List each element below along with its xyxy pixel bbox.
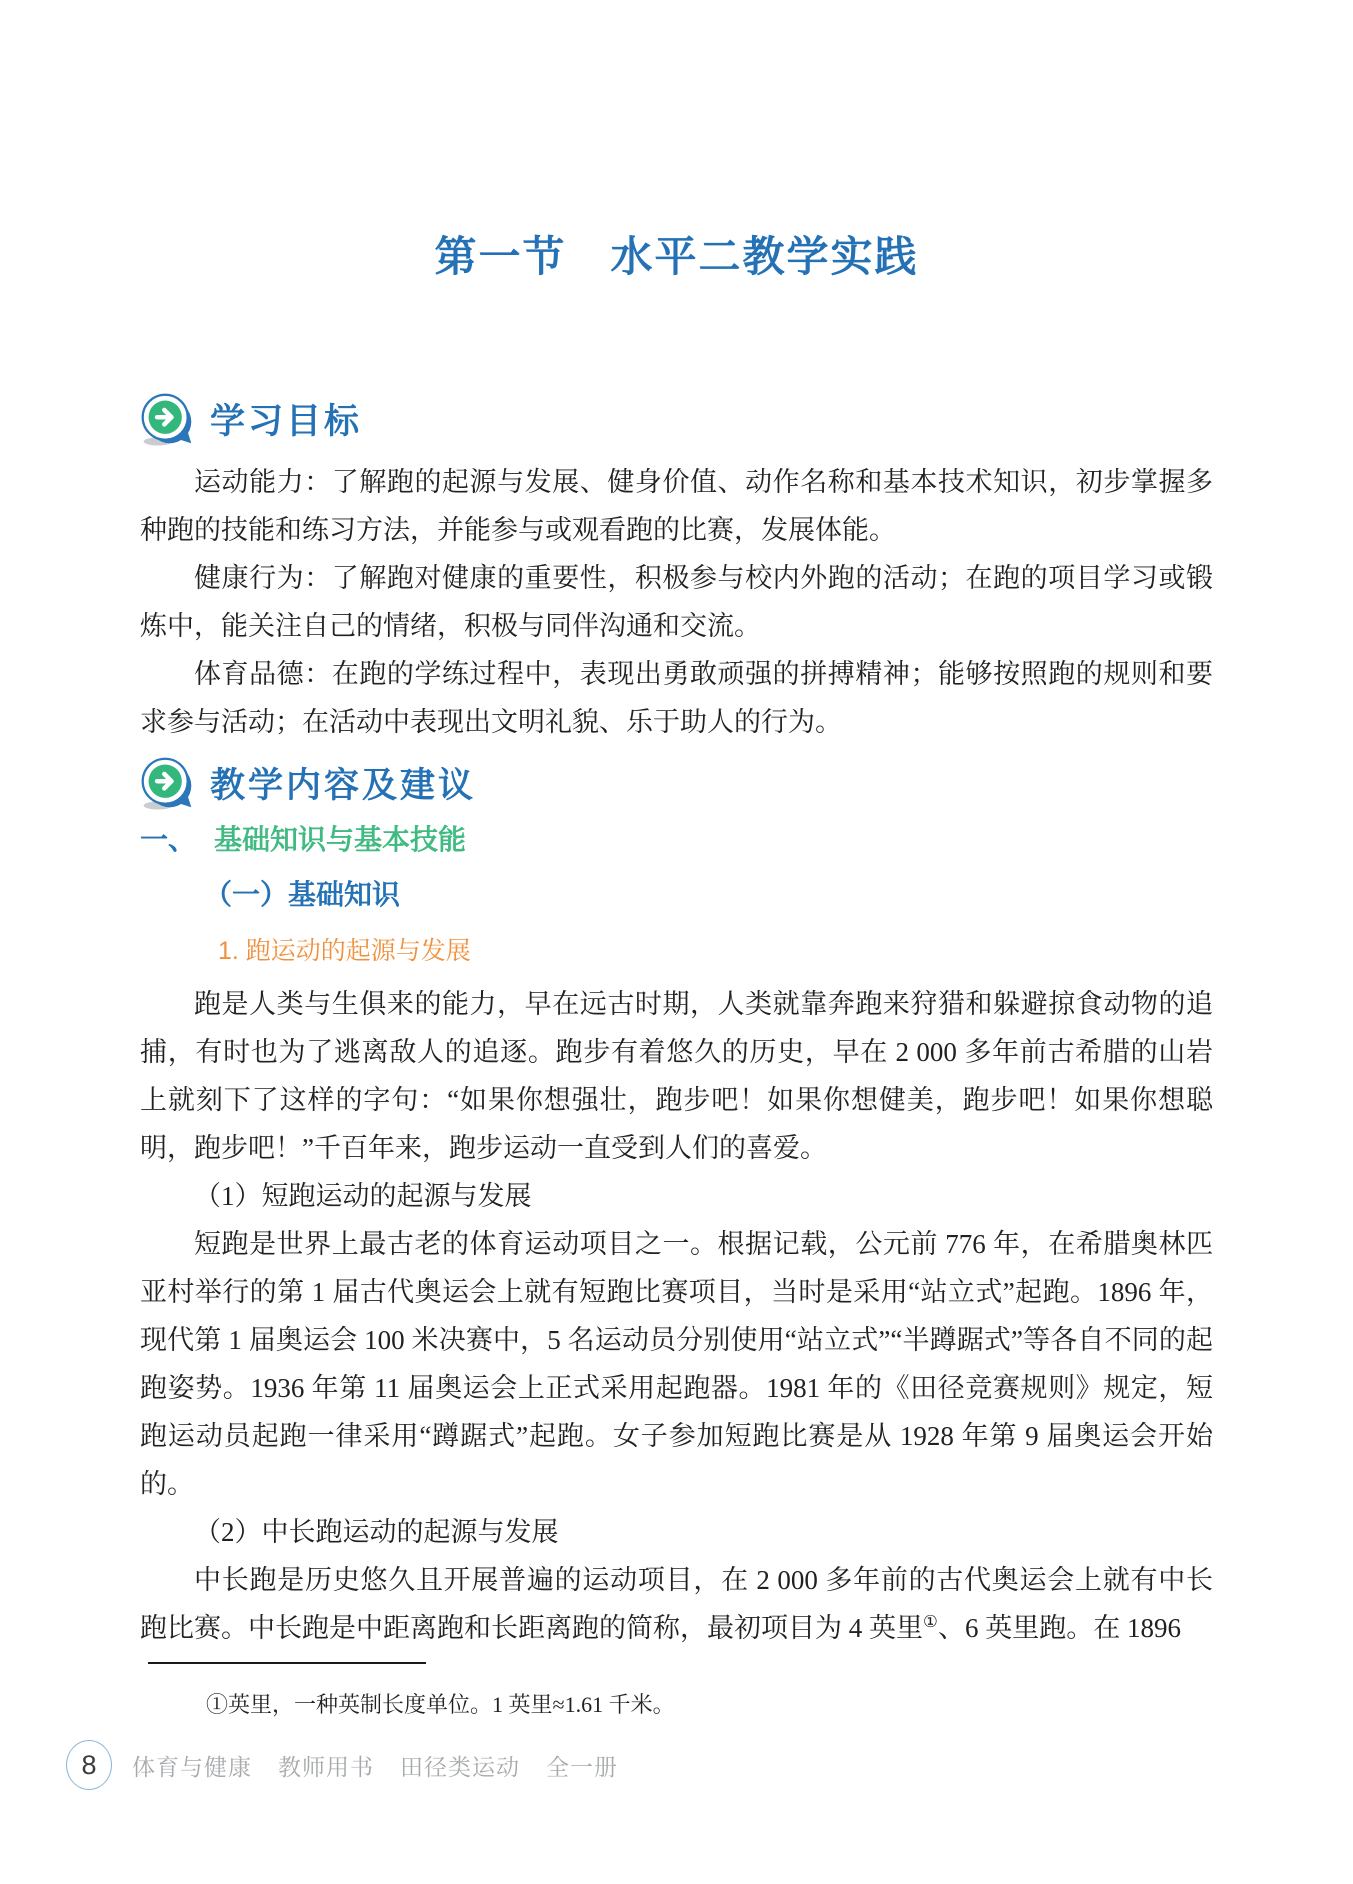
footer-title-item: 教师用书 (278, 1753, 374, 1780)
sprint-origin-heading: （1）短跑运动的起源与发展 (194, 1181, 532, 1211)
section-heading-label: 教学内容及建议 (210, 766, 477, 805)
footnote-text: ①英里，一种英制长度单位。1 英里≈1.61 千米。 (206, 1692, 675, 1717)
learning-goals-body (140, 458, 1213, 746)
circled-right-arrow-icon (140, 756, 194, 810)
running-origin-body (140, 980, 1213, 1652)
section-head-learning-goals (140, 392, 1213, 446)
footer-title-item: 体育与健康 (132, 1753, 252, 1780)
footer-title-item: 田径类运动 (400, 1753, 520, 1780)
page-content (140, 0, 1213, 1720)
subheading-level3: 1. 跑运动的起源与发展 (218, 937, 471, 965)
middle-distance-text-continued: 、6 英里跑。在 1896 (938, 1613, 1182, 1643)
middle-distance-text: 中长跑是历史悠久且开展普遍的运动项目，在 2 000 多年前的古代奥运会上就有中长跑比赛。中长跑是中距离跑和长距离跑的简称，最初项目为 4 英里 (140, 1565, 1213, 1643)
subheading-level1 (140, 820, 1213, 860)
circled-right-arrow-icon (140, 392, 194, 446)
section-head-teaching-content (140, 756, 1213, 810)
footnote-reference-mark: ① (923, 1612, 939, 1631)
goal-paragraph-sports-morality: 体育品德：在跑的学练过程中，表现出勇敢顽强的拼搏精神；能够按照跑的规则和要求参与活动；在活动中表现出文明礼貌、乐于助人的行为。 (140, 659, 1213, 737)
footnote-divider (148, 1662, 426, 1664)
middle-distance-paragraph (140, 1556, 1213, 1652)
footer-title-item: 全一册 (546, 1753, 618, 1780)
goal-paragraph-sport-ability: 运动能力：了解跑的起源与发展、健身价值、动作名称和基本技术知识，初步掌握多种跑的技能和练习方法，并能参与或观看跑的比赛，发展体能。 (140, 467, 1213, 545)
middle-distance-heading: （2）中长跑运动的起源与发展 (194, 1517, 559, 1547)
section-heading-label: 学习目标 (210, 402, 363, 441)
running-origin-paragraph: 跑是人类与生俱来的能力，早在远古时期，人类就靠奔跑来狩猎和躲避掠食动物的追捕，有时也为了逃离敌人的追逐。跑步有着悠久的历史，早在 2 000 多年前古希腊的山岩上就刻下了这样的字句：“如果你想强壮，跑步吧！如果你想健美，跑步吧！如果你想聪明，跑步吧！”千百年来，跑步运动一直受到人们的喜爱。 (140, 989, 1213, 1163)
subheading-level1-title: 基础知识与基本技能 (214, 824, 467, 855)
subheading-level2: （一）基础知识 (204, 880, 401, 911)
page-number-badge: 8 (66, 1740, 112, 1790)
sprint-origin-paragraph: 短跑是世界上最古老的体育运动项目之一。根据记载，公元前 776 年，在希腊奥林匹亚村举行的第 1 届古代奥运会上就有短跑比赛项目，当时是采用“站立式”起跑。1896 年，现代第 1 届奥运会 100 米决赛中，5 名运动员分别使用“站立式”“半蹲踞式”等各自不同的起跑姿势。1936 年第 11 届奥运会上正式采用起跑器。1981 年的《田径竞赛规则》规定，短跑运动员起跑一律采用“蹲踞式”起跑。女子参加短跑比赛是从 1928 年第 9 届奥运会开始的。 (140, 1229, 1213, 1499)
footer-book-titles (132, 1749, 618, 1782)
goal-paragraph-health-behavior: 健康行为：了解跑对健康的重要性，积极参与校内外跑的活动；在跑的项目学习或锻炼中，能关注自己的情绪，积极与同伴沟通和交流。 (140, 563, 1213, 641)
page-footer (66, 1740, 618, 1790)
subheading-level1-number: 一、 (140, 824, 197, 855)
page-title: 第一节 水平二教学实践 (434, 235, 919, 281)
